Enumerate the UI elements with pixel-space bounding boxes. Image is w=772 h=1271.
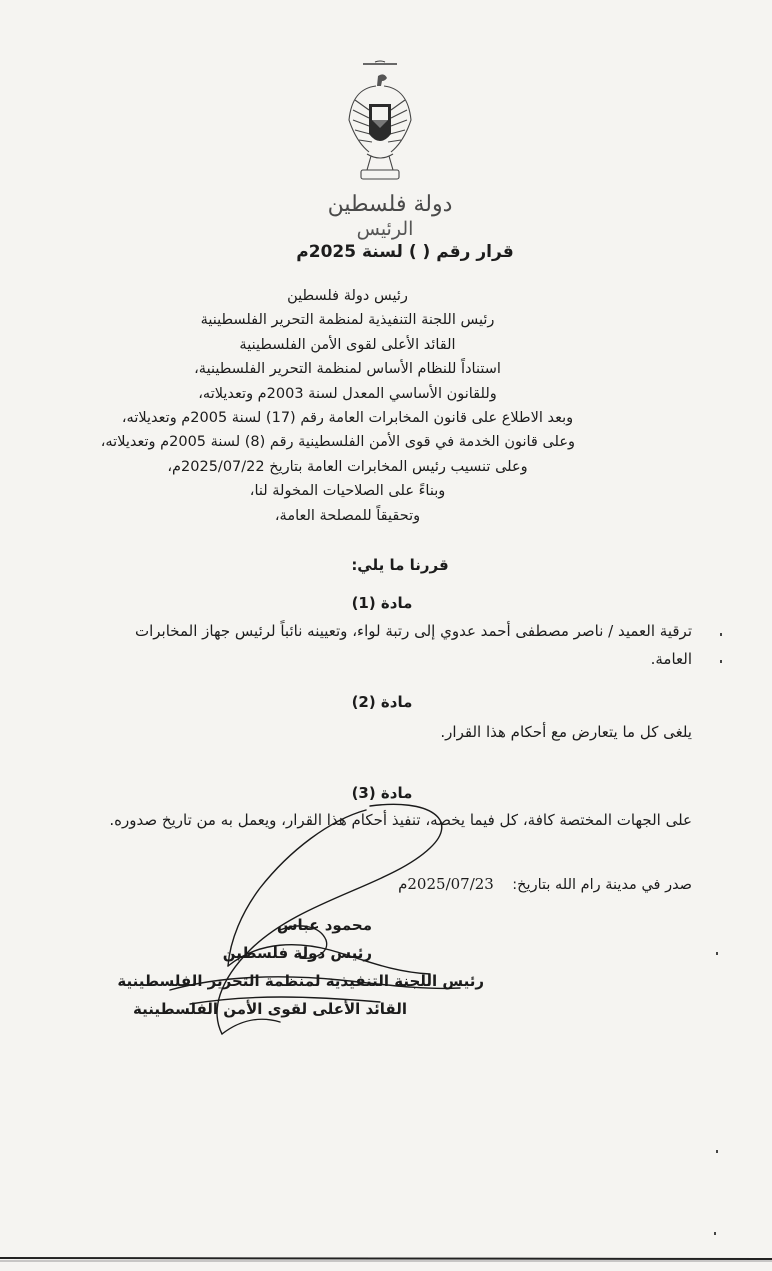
article-2-text: يلغى كل ما يتعارض مع أحكام هذا القرار. [440, 723, 692, 741]
handwritten-signature-icon [130, 790, 490, 1050]
eagle-emblem-icon [345, 60, 415, 190]
preamble-line: وبعد الاطلاع على قانون المخابرات العامة رقم (17) لسنة 2005م وتعديلاته، [121, 410, 574, 427]
preamble-line: وعلى تنسيب رئيس المخابرات العامة بتاريخ 2025/07/22م، [167, 458, 528, 475]
preamble-line: رئيس دولة فلسطين [287, 288, 408, 304]
preamble-line: استناداً للنظام الأساس لمنظمة التحرير الفلسطينية، [194, 361, 501, 378]
signatory-title: رئيس اللجنة التنفيذية لمنظمة التحرير الفلسطينية [117, 972, 484, 990]
article-3-text: على الجهات المختصة كافة، كل فيما يخصه، تنفيذ أحكام هذا القرار، ويعمل به من تاريخ صدوره. [109, 811, 692, 829]
state-name-heading: دولة فلسطين [327, 192, 453, 217]
preamble-line: وللقانون الأساسي المعدل لسنة 2003م وتعديلاته، [198, 385, 497, 402]
decree-title: قرار رقم ( ) لسنة 2025م [296, 242, 514, 262]
decided-heading: قررنا ما يلي: [351, 556, 449, 574]
preamble-line: رئيس اللجنة التنفيذية لمنظمة التحرير الفلسطينية [200, 312, 495, 329]
signatory-name: محمود عباس [276, 916, 372, 934]
article-1-text: ترقية العميد / ناصر مصطفى أحمد عدوي إلى رتبة لواء، وتعيينه نائباً لرئيس جهاز المخابرات العامة. [134, 622, 692, 668]
signatory-title: القائد الأعلى لقوى الأمن الفلسطينية [133, 1000, 407, 1018]
preamble [100, 284, 575, 528]
preamble-line: القائد الأعلى لقوى الأمن الفلسطينية [239, 336, 456, 353]
preamble-line: وبناءً على الصلاحيات المخولة لنا، [249, 483, 446, 500]
article-3-heading: مادة (3) [351, 784, 413, 802]
president-title: الرئيس [356, 218, 414, 240]
article-1-heading: مادة (1) [351, 594, 413, 612]
preamble-line: وتحقيقاً للمصلحة العامة، [274, 507, 421, 524]
signatory-title: رئيس دولة فلسطين [222, 944, 372, 962]
bottom-edge-line [0, 1256, 772, 1262]
preamble-line: وعلى قانون الخدمة في قوى الأمن الفلسطينية رقم (8) لسنة 2005م وتعديلاته، [100, 434, 575, 451]
issued-label: صدر في مدينة رام الله بتاريخ: [512, 877, 692, 893]
article-2-heading: مادة (2) [351, 693, 413, 711]
issued-date: 2025/07/23م [398, 875, 494, 893]
